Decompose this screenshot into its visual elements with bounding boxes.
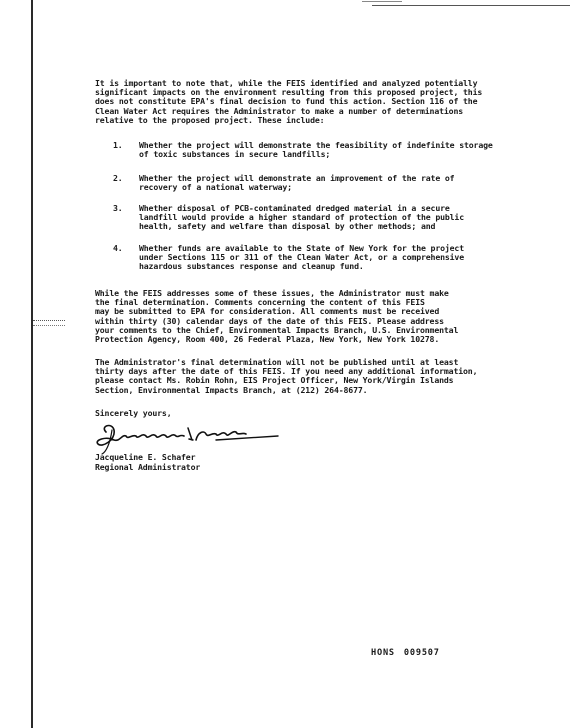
- scan-top-mark: [372, 5, 570, 6]
- document-number-value: 009507: [403, 648, 440, 658]
- list-text: Whether disposal of PCB-contaminated dredged material in a secure landfill would provide a higher standard of protection of the public health, safety and welfare than disposal by other methods; and: [139, 203, 464, 232]
- scan-edge-line: [31, 0, 33, 728]
- document-number: [371, 648, 440, 658]
- list-number: 2.: [113, 173, 123, 183]
- document-number-prefix: HONS: [371, 648, 395, 658]
- scan-margin-mark: [33, 320, 65, 326]
- list-number: 1.: [113, 140, 123, 150]
- signer-title: Regional Administrator: [95, 462, 201, 472]
- scan-top-mark-short: [362, 1, 402, 2]
- determination-paragraph: The Administrator's final determination will not be published until at least thirty days after the date of this FEIS. If you need any additional information, please contact Ms. Robin Rohn, EIS Project Officer, New York/Virgin Islands Section, Environmental Impacts Branch, at (212) 264-8677.: [95, 357, 478, 395]
- intro-paragraph: It is important to note that, while the FEIS identified and analyzed potentially significant impacts on the environment resulting from this proposed project, this does not constitute EPA's final decision to fund this action. Section 116 of the Clean Water Act requires the Administrator to make a number of determinations relative to the proposed project. These include:: [95, 78, 483, 125]
- list-text: Whether the project will demonstrate an improvement of the rate of recovery of a national waterway;: [139, 173, 455, 193]
- signer-name: Jacqueline E. Schafer: [95, 452, 196, 462]
- closing: Sincerely yours,: [95, 408, 172, 418]
- comments-paragraph: While the FEIS addresses some of these issues, the Administrator must make the final determination. Comments concerning the content of this FEIS may be submitted to EPA for consideration. All comments must be received within thirty (30) calendar days of the date of this FEIS. Please address your comments to the Chief, Environmental Impacts Branch, U.S. Environmental Protection Agency, Room 400, 26 Federal Plaza, New York, New York 10278.: [95, 288, 459, 345]
- list-number: 4.: [113, 243, 123, 253]
- list-number: 3.: [113, 203, 123, 213]
- list-text: Whether the project will demonstrate the feasibility of indefinite storage of toxic substances in secure landfills;: [139, 140, 493, 160]
- list-text: Whether funds are available to the State of New York for the project under Sections 115 or 311 of the Clean Water Act, or a comprehensive hazardous substances response and cleanup fund.: [139, 243, 464, 272]
